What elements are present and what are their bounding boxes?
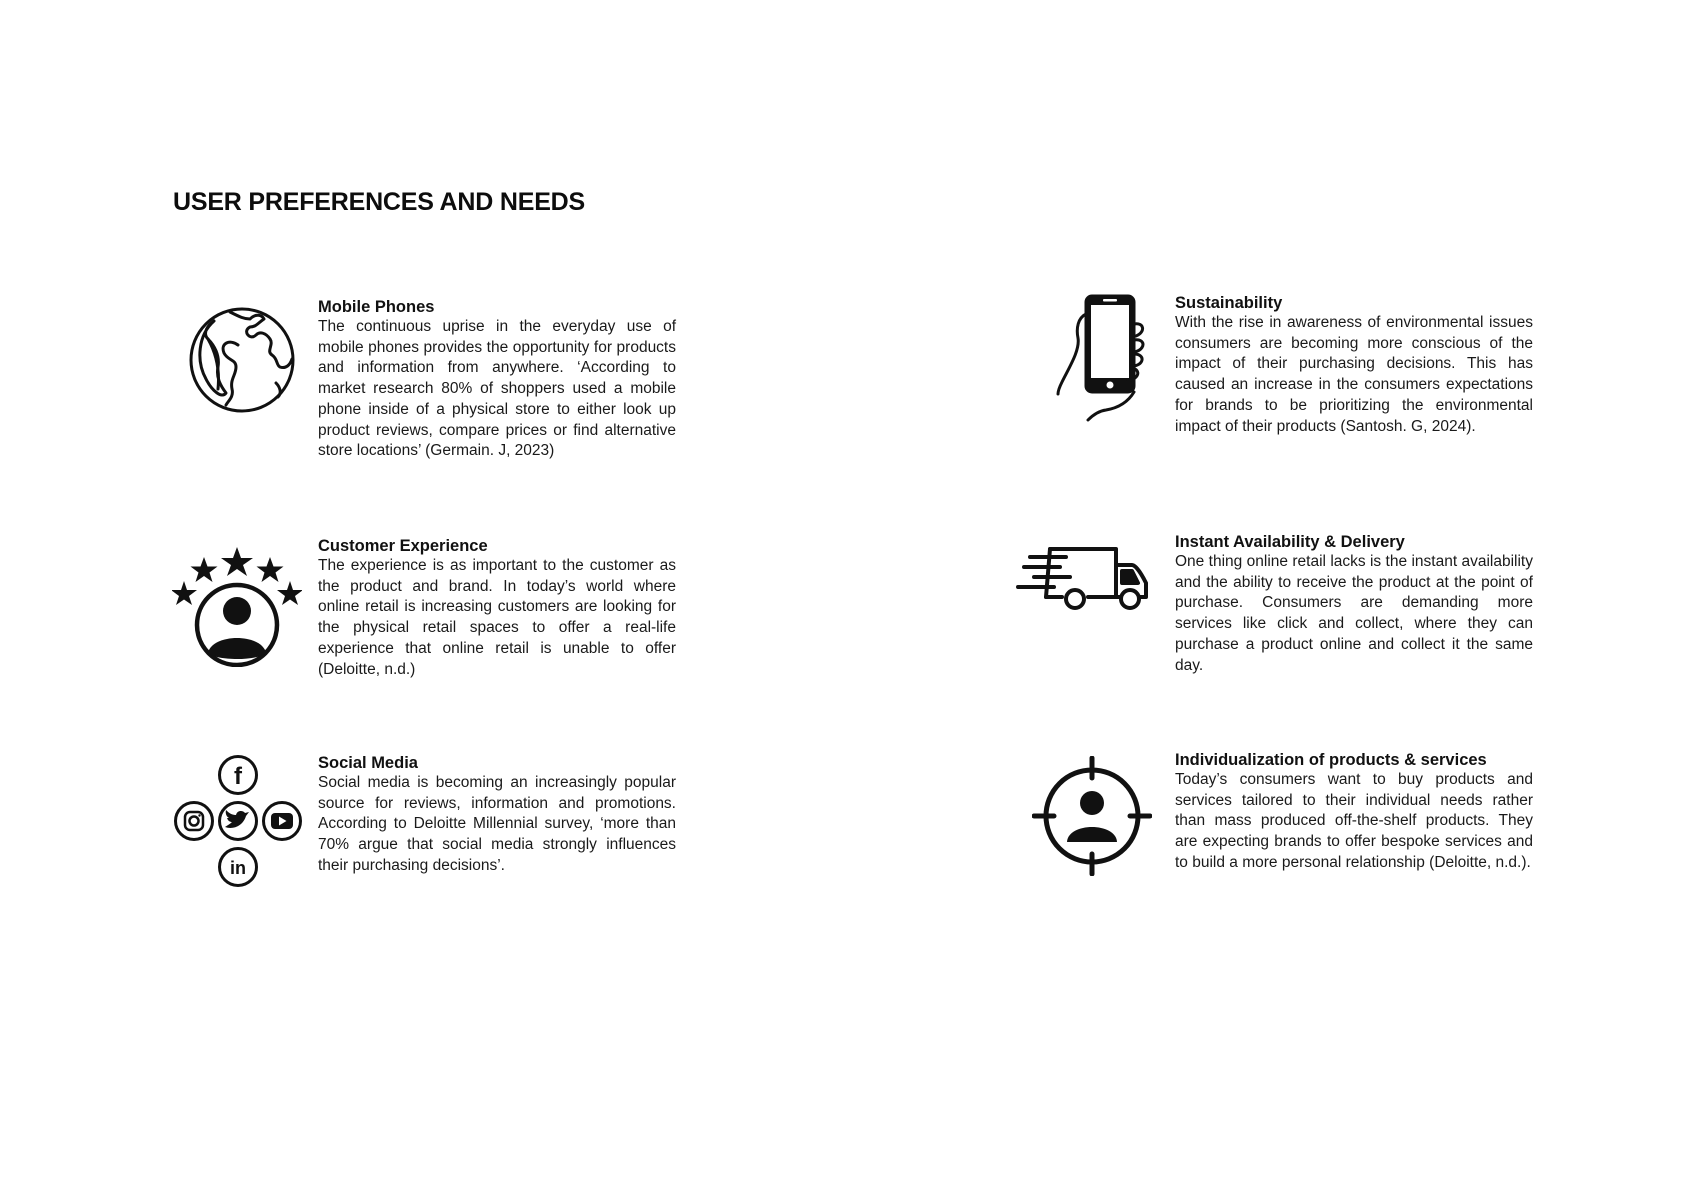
globe-icon (178, 305, 302, 415)
delivery-truck-icon (1016, 545, 1150, 613)
twitter-icon (220, 803, 257, 840)
instagram-icon (176, 803, 213, 840)
section-body: The continuous uprise in the everyday use of mobile phones provides the opportunity for products and information from anywhere. ‘According to market research 80% of shoppers used a mobile phone inside of a physical store to either look up product reviews, compare prices or find alternative store locations’ (Germain. J, 2023) (318, 318, 676, 460)
section-title: Sustainability (1175, 294, 1283, 312)
customer-rating-icon (172, 545, 302, 667)
section-body: The experience is as important to the customer as the product and brand. In today’s world where online retail is increasing customers are looking for the physical retail spaces to offer a real-life experience that online retail is unable to offer (Deloitte, n.d.) (318, 557, 676, 678)
svg-text:f: f (234, 763, 242, 790)
section-body: With the rise in awareness of environmental issues consumers are becoming more conscious of the impact of their purchasing decisions. This has caused an increase in the consumers expectations for brands to be prioritizing the environmental impact of their products (Santosh. G, 2024). (1175, 314, 1533, 435)
section-body: Social media is becoming an increasingly popular source for reviews, information and promotions. According to Deloitte Millennial survey, ‘more than 70% argue that social media strongly influences their purchasing decisions’. (318, 774, 676, 874)
svg-text:in: in (230, 858, 246, 878)
section-title: Instant Availability & Delivery (1175, 533, 1405, 551)
linkedin-icon (220, 849, 257, 886)
section-body: Today’s consumers want to buy products and services tailored to their individual needs rather than mass produced off-the-shelf products. They are expecting brands to offer bespoke services and to build a more personal relationship (Deloitte, n.d.). (1175, 771, 1533, 871)
section-title: Individualization of products & services (1175, 751, 1487, 769)
page-title: USER PREFERENCES AND NEEDS (173, 188, 585, 216)
facebook-icon (220, 757, 257, 794)
target-user-icon (1032, 756, 1152, 876)
hand-phone-icon (1048, 294, 1152, 424)
section-title: Social Media (318, 754, 418, 772)
social-media-icons (173, 754, 303, 888)
section-title: Customer Experience (318, 537, 488, 555)
youtube-icon (264, 803, 301, 840)
section-body: One thing online retail lacks is the instant availability and the ability to receive the product at the point of purchase. Consumers are demanding more services like click and collect, where they can purchase a product online and collect it the same day. (1175, 553, 1533, 674)
section-title: Mobile Phones (318, 298, 435, 316)
